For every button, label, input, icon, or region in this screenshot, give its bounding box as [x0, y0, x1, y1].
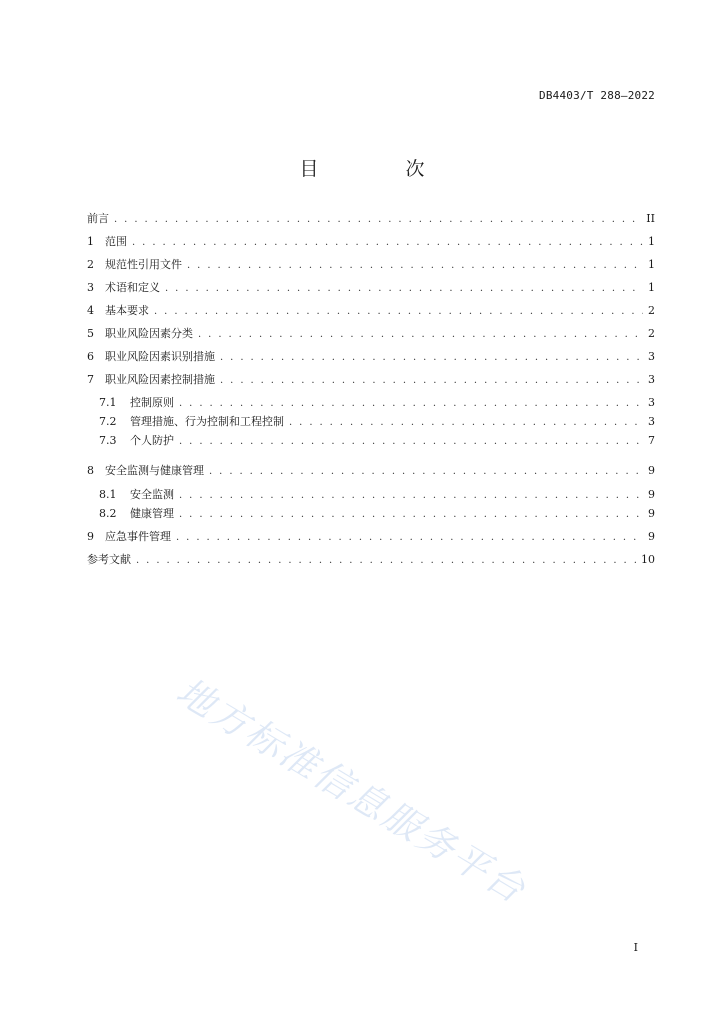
dot-leader — [154, 306, 643, 317]
dot-leader — [114, 214, 641, 225]
toc-entry-page: 2 — [648, 304, 655, 317]
toc-entry-7-1[interactable] — [99, 394, 655, 412]
toc-entry-page: 3 — [648, 373, 655, 386]
toc-entry-number: 4 — [87, 304, 94, 317]
toc-entry-number: 8 — [87, 464, 94, 477]
toc-entry-page: 1 — [648, 258, 655, 271]
dot-leader — [179, 436, 643, 447]
dot-leader — [209, 466, 643, 477]
dot-leader — [289, 417, 643, 428]
dot-leader — [179, 509, 643, 520]
dot-leader — [198, 329, 643, 340]
toc-entry-page: II — [646, 212, 655, 225]
toc-entry-label: 基本要求 — [105, 304, 149, 317]
toc-entry-page: 2 — [648, 327, 655, 340]
toc-entry-label: 管理措施、行为控制和工程控制 — [130, 415, 284, 428]
toc-entry-number: 9 — [87, 530, 94, 543]
toc-entry-8-1[interactable] — [99, 486, 655, 504]
toc-entry-page: 9 — [648, 530, 655, 543]
watermark: 地方标准信息服务平台 — [169, 669, 535, 913]
toc-entry-page: 9 — [648, 464, 655, 477]
toc-entry-8[interactable] — [87, 462, 655, 480]
toc-title: 目 次 — [299, 158, 459, 180]
dot-leader — [179, 490, 643, 501]
toc-entry-label: 健康管理 — [130, 507, 174, 520]
toc-entry-number: 7 — [87, 373, 94, 386]
toc-entry-3[interactable] — [87, 279, 655, 297]
toc-entry-6[interactable] — [87, 348, 655, 366]
toc-entry-label: 个人防护 — [130, 434, 174, 447]
dot-leader — [220, 375, 643, 386]
toc-entry-number: 7.1 — [99, 396, 117, 409]
toc-entry-page: 1 — [648, 235, 655, 248]
toc-entry-1[interactable] — [87, 233, 655, 251]
toc-entry-number: 3 — [87, 281, 94, 294]
toc-entry-9[interactable] — [87, 528, 655, 546]
toc-entry-label: 职业风险因素分类 — [105, 327, 193, 340]
dot-leader — [132, 237, 643, 248]
toc-entry-7-2[interactable] — [99, 413, 655, 431]
toc-entry-page: 10 — [641, 553, 655, 566]
toc-entry-4[interactable] — [87, 302, 655, 320]
toc-entry-number: 6 — [87, 350, 94, 363]
toc-entry-bibliography[interactable] — [87, 551, 655, 569]
toc-entry-5[interactable] — [87, 325, 655, 343]
toc-entry-label: 术语和定义 — [105, 281, 160, 294]
toc-entry-number: 7.2 — [99, 415, 117, 428]
dot-leader — [187, 260, 643, 271]
toc-entry-number: 1 — [87, 235, 94, 248]
toc-entry-label: 控制原则 — [130, 396, 174, 409]
toc-entry-page: 1 — [648, 281, 655, 294]
toc-entry-label: 安全监测 — [130, 488, 174, 501]
toc-entry-label: 应急事件管理 — [105, 530, 171, 543]
toc-entry-number: 8.2 — [99, 507, 117, 520]
toc-entry-7-3[interactable] — [99, 432, 655, 450]
dot-leader — [136, 555, 636, 566]
toc-entry-page: 3 — [648, 396, 655, 409]
toc-entry-label: 职业风险因素控制措施 — [105, 373, 215, 386]
toc-entry-number: 8.1 — [99, 488, 117, 501]
toc-entry-label: 职业风险因素识别措施 — [105, 350, 215, 363]
toc-entry-2[interactable] — [87, 256, 655, 274]
toc-entry-8-2[interactable] — [99, 505, 655, 523]
standard-code: DB4403/T 288—2022 — [539, 89, 655, 102]
dot-leader — [165, 283, 643, 294]
toc-entry-number: 7.3 — [99, 434, 117, 447]
dot-leader — [179, 398, 643, 409]
toc-entry-number: 5 — [87, 327, 94, 340]
toc-entry-label: 前言 — [87, 212, 109, 225]
page-number: I — [633, 941, 638, 954]
toc-entry-label: 范围 — [105, 235, 127, 248]
toc-entry-7[interactable] — [87, 371, 655, 389]
toc-entry-label: 规范性引用文件 — [105, 258, 182, 271]
toc-entry-number: 2 — [87, 258, 94, 271]
toc-entry-page: 3 — [648, 350, 655, 363]
toc-entry-label: 安全监测与健康管理 — [105, 464, 204, 477]
toc-entry-page: 3 — [648, 415, 655, 428]
toc-entry-foreword[interactable] — [87, 210, 655, 228]
dot-leader — [176, 532, 643, 543]
toc-entry-page: 9 — [648, 488, 655, 501]
toc-entry-label: 参考文献 — [87, 553, 131, 566]
toc-entry-page: 7 — [648, 434, 655, 447]
dot-leader — [220, 352, 643, 363]
toc-entry-page: 9 — [648, 507, 655, 520]
